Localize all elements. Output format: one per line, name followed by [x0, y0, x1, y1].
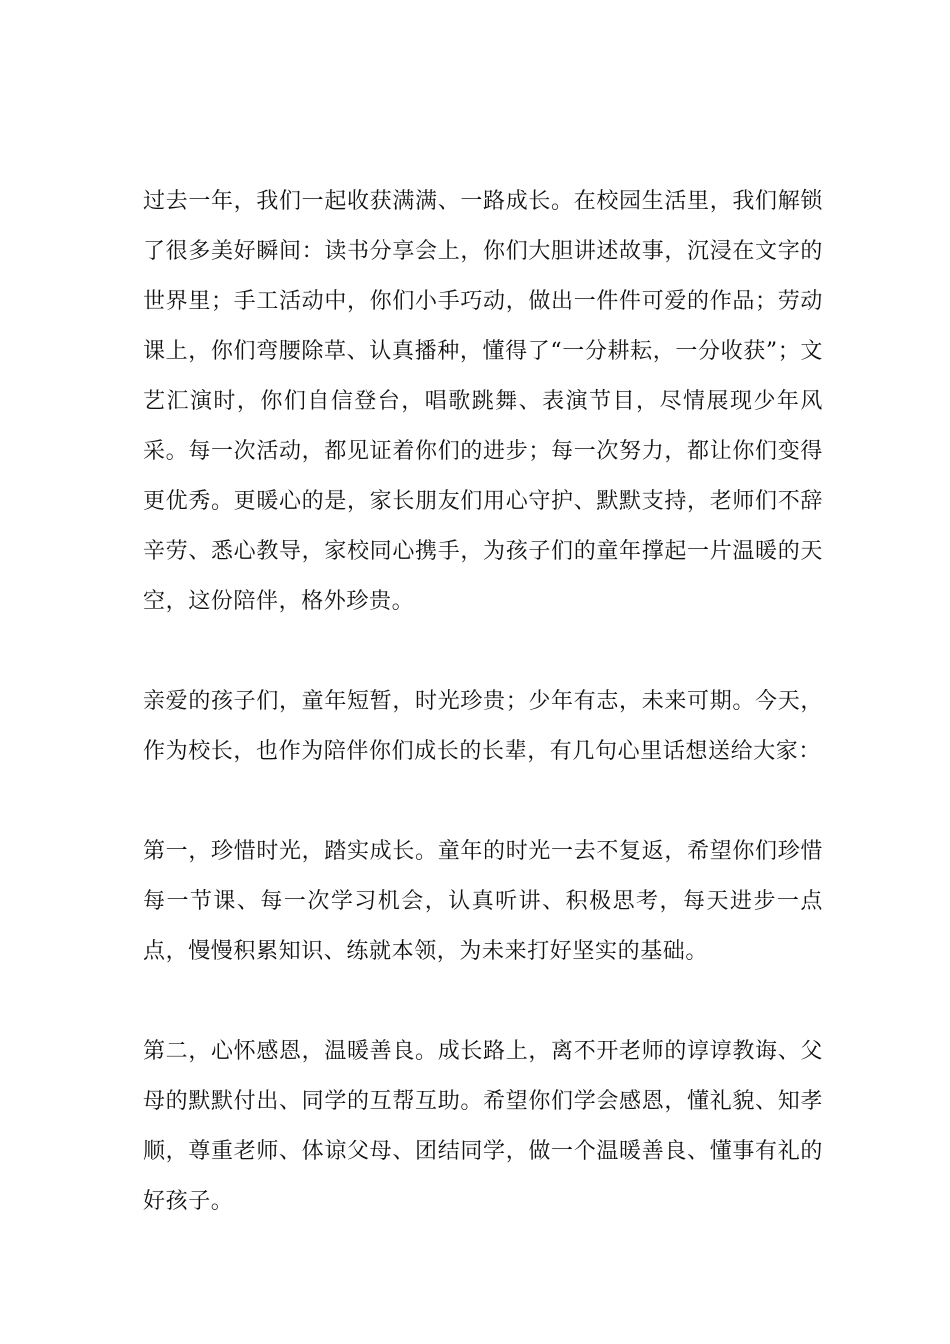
document-body: [143, 177, 823, 1227]
paragraph-point-two: 第二，心怀感恩，温暖善良。成长路上，离不开老师的谆谆教诲、父母的默默付出、同学的互帮互助。希望你们学会感恩，懂礼貌、知孝顺，尊重老师、体谅父母、团结同学，做一个温暖善良、懂事有礼的好孩子。: [143, 1039, 823, 1214]
paragraph-greeting: 亲爱的孩子们，童年短暂，时光珍贵；少年有志，未来可期。今天，作为校长，也作为陪伴你们成长的长辈，有几句心里话想送给大家：: [143, 689, 823, 764]
paragraph-year-review: 过去一年，我们一起收获满满、一路成长。在校园生活里，我们解锁了很多美好瞬间：读书分享会上，你们大胆讲述故事，沉浸在文字的世界里；手工活动中，你们小手巧动，做出一件件可爱的作品；劳动课上，你们弯腰除草、认真播种，懂得了“一分耕耘，一分收获”；文艺汇演时，你们自信登台，唱歌跳舞、表演节目，尽情展现少年风采。每一次活动，都见证着你们的进步；每一次努力，都让你们变得更优秀。更暖心的是，家长朋友们用心守护、默默支持，老师们不辞辛劳、悉心教导，家校同心携手，为孩子们的童年撑起一片温暖的天空，这份陪伴，格外珍贵。: [143, 189, 823, 614]
paragraph-point-one: 第一，珍惜时光，踏实成长。童年的时光一去不复返，希望你们珍惜每一节课、每一次学习机会，认真听讲、积极思考，每天进步一点点，慢慢积累知识、练就本领，为未来打好坚实的基础。: [143, 839, 823, 964]
